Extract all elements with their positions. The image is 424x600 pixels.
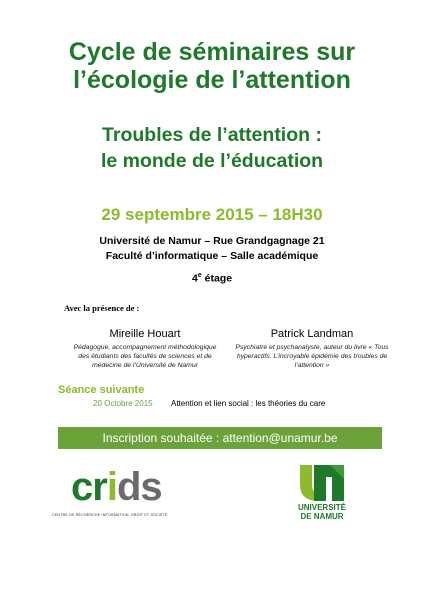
unamur-logo-text [294, 503, 350, 521]
crids-letter: c [71, 465, 93, 509]
registration-banner: Inscription souhaitée : attention@unamur.be [58, 427, 382, 449]
speaker-description-line1: Pédagogue, accompagnement méthodologique [73, 344, 217, 351]
page-title-line2: l’écologie de l’attention [73, 66, 351, 94]
crids-letter: i [106, 465, 117, 509]
speaker-description-line3: l’attention » [294, 362, 330, 369]
event-date-time: 29 septembre 2015 – 18H30 [101, 205, 323, 224]
crids-letter: r [92, 465, 107, 509]
speaker-card [70, 328, 220, 370]
presence-label: Avec la présence de : [64, 303, 140, 313]
speaker-description-line2: hyperactifs. L’incroyable épidémie des troubles de [236, 353, 388, 360]
next-session-date: 20 Octobre 2015 [93, 399, 153, 408]
venue-line2: Faculté d’informatique – Salle académique [105, 250, 319, 262]
speaker-description-line1: Psychiatre et psychanalyste, auteur du livre « Tous [235, 344, 389, 351]
speaker-name: Mireille Houart [109, 328, 181, 340]
speaker-description-line2: des étudiants des facultés de sciences et de [78, 353, 212, 360]
page-subtitle-line1: Troubles de l’attention : [102, 124, 322, 146]
venue-floor [0, 268, 424, 287]
speaker-card [228, 328, 396, 370]
crids-tagline: CENTRE DE RECHERCHE INFORMATION, DROIT ET SOCIÉTÉ [52, 513, 168, 517]
next-session-label: Séance suivante [58, 384, 145, 396]
crids-letter: d [116, 465, 141, 509]
page-title-line1: Cycle de séminaires sur [68, 38, 356, 66]
unamur-logo-icon [292, 463, 352, 503]
floor-number: 4 [191, 272, 198, 285]
unamur-line2: DE NAMUR [300, 512, 344, 521]
unamur-line1: UNIVERSITÉ [297, 503, 346, 512]
floor-word: étage [201, 272, 233, 285]
venue-line1: Université de Namur – Rue Grandgagnage 21 [99, 235, 325, 247]
floor-superscript: e [197, 272, 202, 279]
crids-letter: s [140, 465, 162, 509]
speaker-description-line3: médecine de l’Université de Namur [92, 362, 198, 369]
speaker-name: Patrick Landman [270, 328, 354, 340]
next-session-topic: Attention et lien social : les théories du care [171, 399, 326, 408]
crids-logo [71, 466, 162, 508]
page-subtitle-line2: le monde de l’éducation [100, 150, 324, 172]
